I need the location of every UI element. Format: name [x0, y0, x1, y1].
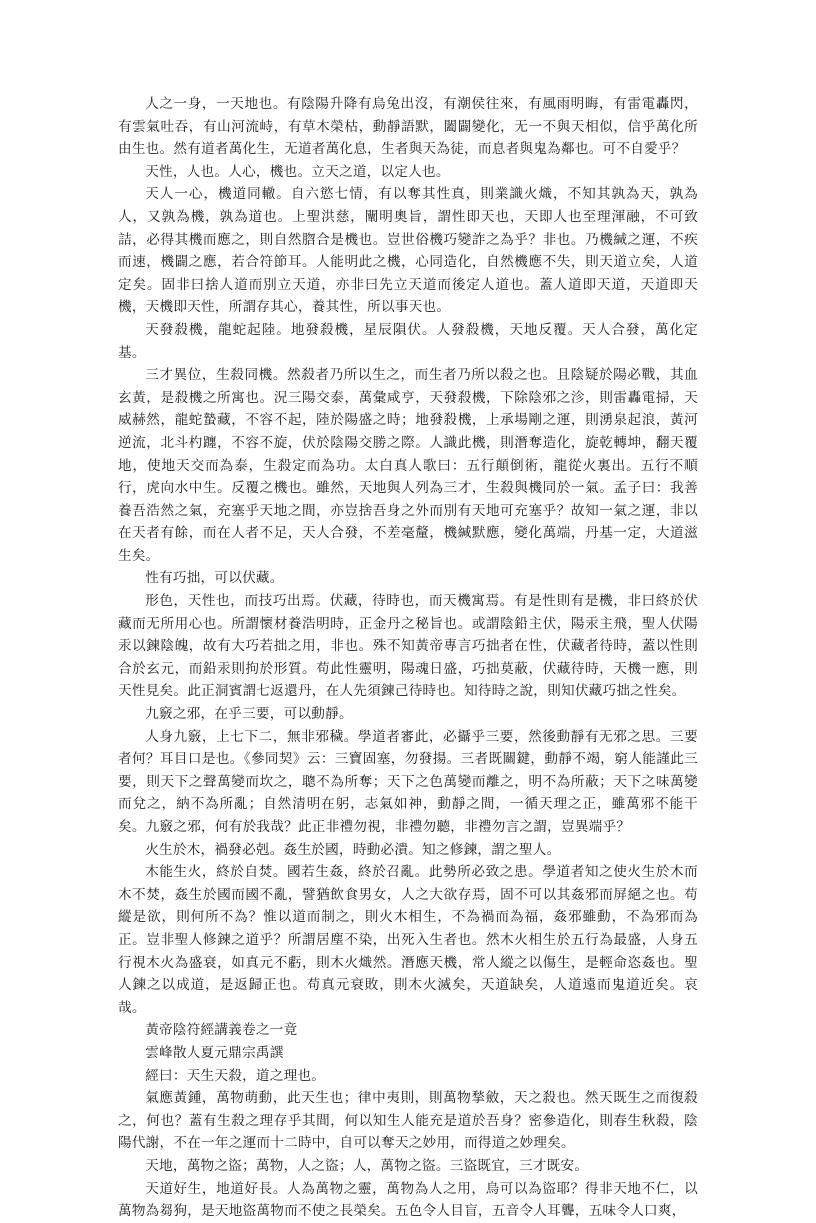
paragraph-14: 經曰：天生天殺，道之理也。	[145, 1067, 326, 1084]
paragraph-2: 天性，人也。人心，機也。立天之道，以定人也。	[145, 163, 450, 180]
paragraph-3: 天人一心，機道同轍。自六慾七情，有以奪其性真，則業識火熾，不知其孰為天，孰為人，又孰為機，孰為道也。上聖洪慈，闡明奧旨，謂性即天也，天即人也至理渾融，不可致詰，必得其機而應之，則自然脗合是機也。豈世俗機巧變詐之為乎？非也。乃機緘之運，不疾而速，機闢之應，若合符節耳。人能明此之機，心同造化，自然機應不失，則天道立矣，人道定矣。固非曰捨人道而別立天道，亦非曰先立天道而後定人道也。蓋人道即天道，天道即天機，天機即天性，所謂存其心，養其性，所以事天也。	[118, 186, 698, 316]
author-line: 雲峰散人夏元鼎宗禹譔	[145, 1044, 284, 1061]
paragraph-4: 天發殺機，龍蛇起陸。地發殺機，星辰隕伏。人發殺機，天地反覆。天人合發，萬化定基。	[118, 321, 698, 361]
paragraph-1: 人之一身，一天地也。有陰陽升降有烏兔出沒，有潮侯往來，有風雨明晦，有雷電轟閃，有雲氣吐吞，有山河流峙，有草木榮枯，動靜語默，闔闢變化，无一不與天相似，信乎萬化所由生也。然有道者萬化生，无道者萬化息，生者與天為徒，而息者與鬼為鄰也。可不自愛乎？	[118, 96, 698, 158]
paragraph-11: 木能生火，終於自焚。國若生姦，終於召亂。此勢所必致之患。學道者知之使火生於木而木不焚，姦生於國而國不亂，譬猶飲食男女，人之大欲存焉，固不可以其姦邪而屏絕之也。苟縱是欲，則何所不為？惟以道而制之，則火木相生，不為禍而為福，姦邪雖動，不為邪而為正。豈非聖人修鍊之道乎？所謂居塵不染，出死入生者也。然木火相生於五行為最盛，人身五行視木火為盛衰，如真元不虧，則木火熾然。潛應天機，常人縱之以傷生，是輕命恣姦也。聖人鍊之以成道，是返歸正也。苟真元衰敗，則木火滅矣，天道缺矣，人道遠而鬼道近矣。哀哉。	[118, 864, 698, 1016]
paragraph-9: 人身九竅，上七下二，無非邪穢。學道者審此，必攝乎三要，然後動靜有无邪之思。三要者何？耳目口是也。《參同契》云：三寶固塞，勿發揚。三者既關鍵，動靜不竭，窮人能謹此三要，則天下之聲萬變而坎之，聰不為所奪；天下之色萬變而離之，明不為所蔽；天下之味萬變而兌之，納不為所亂；自然清明在躬，志氣如神，動靜之間，一循天理之正，雖萬邪不能干矣。九竅之邪，何有於我哉？此正非禮勿視，非禮勿聽，非禮勿言之謂，豈異端乎？	[118, 728, 698, 835]
paragraph-6: 性有巧拙，可以伏藏。	[145, 570, 284, 587]
paragraph-7: 形色，天性也，而技巧出焉。伏藏，待時也，而天機寓焉。有是性則有是機，非曰終於伏藏而无所用心也。所謂懷材養浩明時，正金丹之秘旨也。或謂陰鉛主伏，陽汞主飛，聖人伏陽汞以鍊陰魄，故有大巧若拙之用，非也。殊不知黃帝專言巧拙者在性，伏藏者待時，蓋以性則合於玄元，而鉛汞則拘於形質。苟此性靈明，陽魂日盛，巧拙莫蔽，伏藏待時，天機一應，則天性見矣。此正洞賓謂七返還丹，在人先須鍊己待時也。知待時之說，則知伏藏巧拙之性矣。	[118, 593, 698, 700]
paragraph-15: 氣應黃鍾，萬物萌動，此天生也；律中夷則，則萬物揫斂，天之殺也。然天既生之而復殺之，何也？蓋有生殺之理存乎其間，何以知生人能充是道於吾身？密參造化，則春生秋殺，陰陽代謝，不在一年之運而十二時中，自可以奪天之妙用，而得道之妙理矣。	[118, 1090, 698, 1152]
chapter-end-title: 黃帝陰符經講義卷之一竟	[145, 1022, 298, 1039]
paragraph-17: 天道好生，地道好長。人為萬物之靈，萬物為人之用，烏可以為盜耶？得非天地不仁，以萬物為芻狗，是天地盜萬物而不使之長榮矣。五色令人目盲，五音令人耳聾，五味令人口爽，	[118, 1180, 698, 1220]
paragraph-8: 九竅之邪，在乎三要，可以動靜。	[145, 706, 353, 723]
paragraph-16: 天地，萬物之盜；萬物，人之盜；人，萬物之盜。三盜既宜，三才既安。	[145, 1157, 589, 1174]
paragraph-10: 火生於木，禍發必剋。姦生於國，時動必潰。知之修鍊，謂之聖人。	[145, 841, 561, 858]
paragraph-5: 三才異位，生殺同機。然殺者乃所以生之，而生者乃所以殺之也。且陰疑於陽必戰，其血玄黃，是殺機之所寓也。況三陽交泰，萬彙咸亨，天發殺機，下除陰邪之沴，則雷轟電掃，天威赫然，龍蛇蟄藏，不容不起，陸於陽盛之時；地發殺機，上承場剛之運，則湧泉起浪，黃河逆流，北斗杓躔，不容不旋，伏於陰陽交勝之際。人識此機，則潛奪造化，旋乾轉坤，翻天覆地，使地天交而為泰，生殺定而為功。太白真人歌曰：五行顛倒術，龍從火裏出。五行不順行，虎向水中生。反覆之機也。雖然，天地與人列為三才，生殺與機同於一氣。孟子曰：我善養吾浩然之氣，充塞乎天地之間，亦豈捨吾身之外而別有天地可充塞乎？故知一氣之運，非以在天者有餘，而在人者不足，天人合發，不差毫釐，機緘默應，變化萬端，丹基一定，大道滋生矣。	[118, 367, 698, 564]
